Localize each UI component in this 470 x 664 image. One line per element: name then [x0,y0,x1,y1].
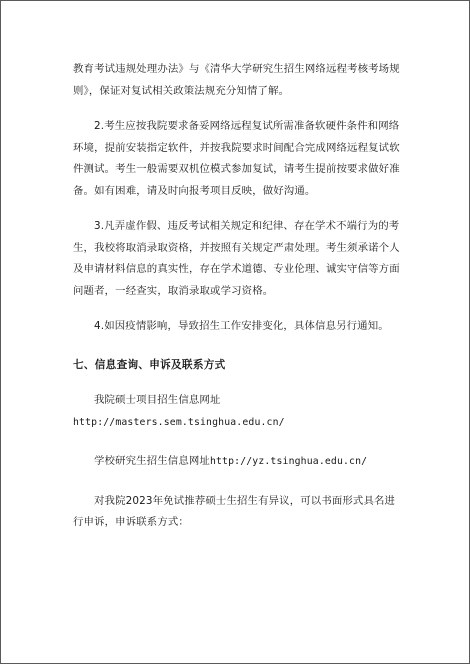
item-4-paragraph: 4.如因疫情影响，导致招生工作安排变化，具体信息另行通知。 [94,320,389,332]
graduate-website-url[interactable]: http://yz.tsinghua.edu.cn/ [209,456,368,467]
masters-website-label: 我院硕士项目招生信息网址 [94,394,221,406]
paragraph-continued: 教育考试违规处理办法》与《清华大学研究生招生网络远程考核考场规则》，保证对复试相关政策法规充分知情了解。 [73,63,400,97]
graduate-website-line [73,451,403,473]
item-3-paragraph: 3.凡弄虚作假、违反考试相关规定和纪律、存在学术不端行为的考生，我校将取消录取资格，并按照有关规定严肃处理。考生须承诺个人及申请材料信息的真实性，存在学术道德、专业伦理、诚实守信等方面问题者，一经查实，取消录取或学习资格。 [73,220,400,297]
graduate-website-label: 学校研究生招生信息网址 [94,455,210,467]
masters-website-url[interactable]: http://masters.sem.tsinghua.edu.cn/ [73,416,285,428]
item-2-paragraph: 2.考生应按我院要求备妥网络远程复试所需准备软硬件条件和网络环境，提前安装指定软件，并按我院要求时间配合完成网络远程复试软件测试。考生一般需要双机位模式参加复试，请考生提前按要求做好准备。如有困难，请及时向报考项目反映，做好沟通。 [73,120,400,197]
appeal-paragraph: 对我院2023年免试推荐硕士生招生有异议，可以书面形式具名进行申诉，申诉联系方式： [73,494,396,528]
document-body [73,59,403,534]
section-7-heading: 七、信息查询、申诉及联系方式 [73,358,226,371]
